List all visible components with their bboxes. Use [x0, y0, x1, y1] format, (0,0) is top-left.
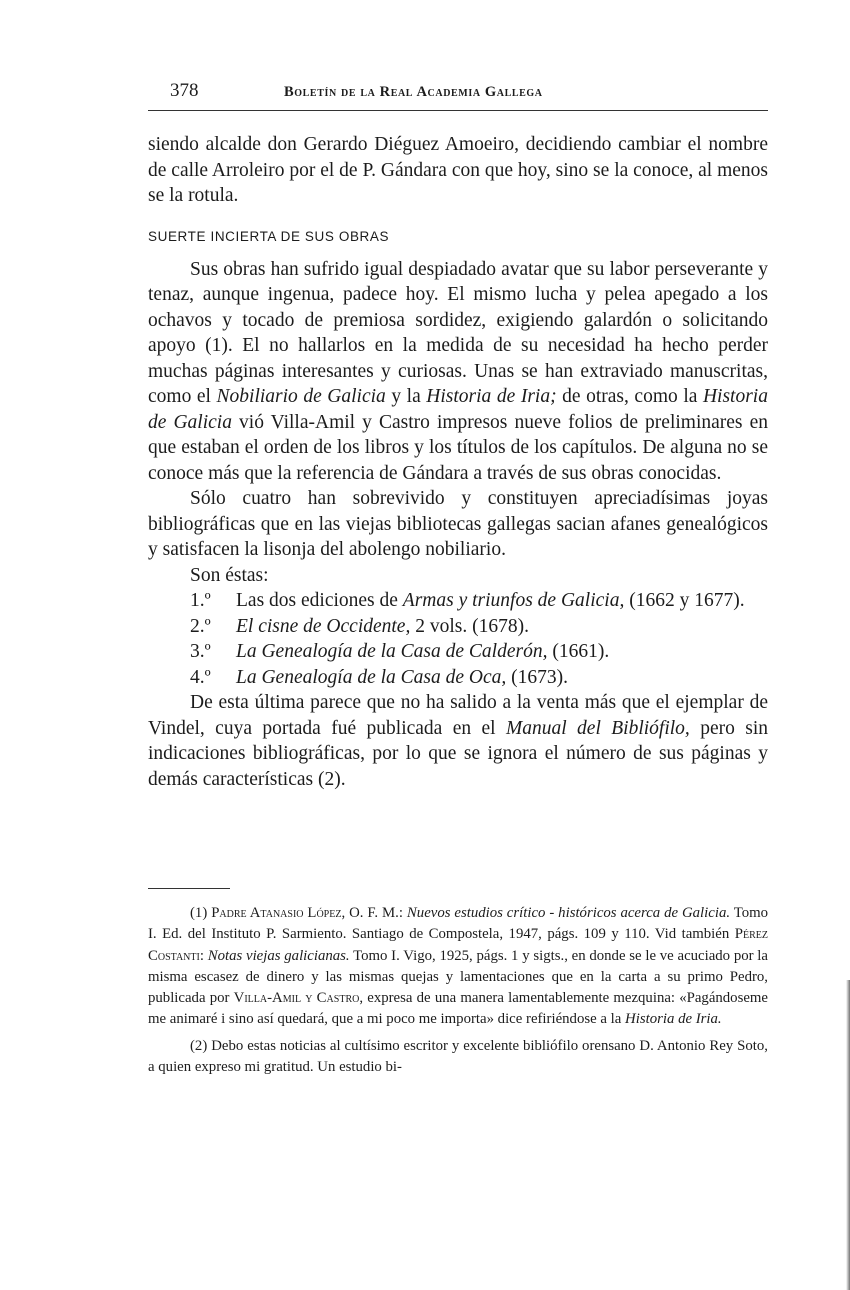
- title-historia-iria: Historia de Iria;: [426, 386, 557, 407]
- paragraph-sobrevivido: Sólo cuatro han sobrevivido y constituyen apreciadísimas joyas bibliográficas que en las viejas bibliotecas gallegas sacian afanes genealógicos y satisfacen la lisonja del abolengo nobiliario.: [148, 488, 768, 560]
- page-header: [148, 78, 768, 108]
- running-head: Boletín de la Real Academia Gallega: [284, 84, 543, 100]
- body-text: [148, 132, 768, 792]
- intro-paragraph: siendo alcalde don Gerardo Diéguez Amoeiro, decidiendo cambiar el nombre de calle Arroleiro por el de P. Gándara con que hoy, sino se la conoce, al menos se la rotula.: [148, 134, 768, 206]
- paragraph-text: vió Villa-Amil y Castro impresos nueve folios de preliminares en que estaban el orden de los libros y los títulos de los capítulos. De alguna no se conoce más que la referencia de Gándara a través de sus obras conocidas.: [148, 411, 768, 484]
- work-item-1: [148, 588, 768, 614]
- scan-edge-shadow: [846, 980, 850, 1290]
- paragraph-son-estas: Son éstas:: [190, 564, 269, 586]
- footnote-text: Tomo I. Vigo, 1925, págs. 1 y sigts., en donde se le ve acuciado por la misma escasez de dinero y las mismas quejas y lamentaciones que en la carta a su primo Pedro, publicada por: [148, 947, 768, 1007]
- work-item-2: [148, 614, 768, 640]
- title-historia-galicia: Historia de Galicia: [148, 386, 768, 433]
- work-title: La Genealogía de la Casa de Calderón,: [236, 641, 548, 662]
- work-item-4: [148, 665, 768, 691]
- footnote-author: Villa-Amil y Castro,: [233, 990, 364, 1007]
- footnotes: [148, 903, 768, 1078]
- footnote-title: Historia de Iria.: [625, 1011, 722, 1028]
- work-number: 4.º: [190, 666, 211, 688]
- footnote-2: [148, 1036, 768, 1079]
- page-number: 378: [170, 80, 199, 101]
- work-title: La Genealogía de la Casa de Oca,: [236, 666, 507, 688]
- work-title: El cisne de Occidente,: [236, 615, 411, 637]
- paragraph-text: de otras, como la: [556, 386, 703, 407]
- footnote-text: Debo estas noticias al cultísimo escritor y excelente bibliófilo orensano D. Antonio Rey Soto, a quien expreso mi gratitud. Un estudio bi-: [148, 1037, 768, 1076]
- work-title: Armas y triunfos de Galicia,: [402, 590, 625, 611]
- work-number: 2.º: [190, 615, 211, 637]
- header-rule: [148, 110, 768, 111]
- paragraph-text: Sus obras han sufrido igual despiadado avatar que su labor perseverante y tenaz, aunque ingenua, padece hoy. El mismo lucha y pelea apegado a los ochavos y tocado de premiosa sordidez, exigiendo galardón o solicitando apoyo (1). El no hallarlos en la medida de su necesidad ha hecho perder muchas páginas interesantes y curiosas. Unas se han extraviado manuscritas, como el: [148, 258, 768, 407]
- paragraph-vindel: [148, 690, 768, 792]
- paragraph-text: De esta última parece que no ha salido a la venta más que el ejemplar de Vindel, cuya portada fué publicada en el: [148, 692, 768, 739]
- footnote-author: Padre Atanasio López, O. F. M.:: [211, 905, 403, 921]
- title-nobiliario: Nobiliario de Galicia: [216, 386, 386, 407]
- work-detail: 2 vols. (1678).: [410, 615, 529, 637]
- work-detail: (1662 y 1677).: [624, 590, 745, 611]
- paragraph-text: pero sin indicaciones bibliográficas, por lo que se ignora el número de sus páginas y demás características (2).: [148, 717, 768, 790]
- footnote-marker: (2): [190, 1037, 208, 1054]
- work-item-3: [148, 639, 768, 665]
- work-prefix: Las dos ediciones de: [236, 590, 403, 611]
- section-title: SUERTE INCIERTA DE SUS OBRAS: [148, 228, 390, 244]
- footnote-1: [148, 903, 768, 1031]
- work-detail: (1661).: [547, 641, 610, 662]
- footnote-text: Tomo I. Ed. del Instituto P. Sarmiento. Santiago de Compostela, 1947, págs. 109 y 110. Vid también: [148, 905, 769, 943]
- footnote-author: Pérez Costanti:: [148, 926, 768, 964]
- paragraph-obras: [148, 257, 768, 487]
- footnote-title: Notas viejas galicianas.: [207, 947, 350, 964]
- work-number: 1.º: [190, 590, 211, 611]
- work-detail: (1673).: [506, 666, 569, 688]
- work-number: 3.º: [190, 641, 211, 662]
- footnote-rule: [148, 888, 230, 889]
- footnote-title: Nuevos estudios crítico - históricos acerca de Galicia.: [406, 905, 731, 921]
- footnote-marker: (1): [190, 905, 208, 921]
- paragraph-text: y la: [385, 386, 427, 407]
- title-manual-bibliofilo: Manual del Bibliófilo,: [505, 717, 690, 739]
- footnote-text: expresa de una manera lamentablemente mezquina: «Pagándoseme me animaré i sino así quedará, que a mi poco me importa» dice refiriéndose a la: [148, 990, 768, 1028]
